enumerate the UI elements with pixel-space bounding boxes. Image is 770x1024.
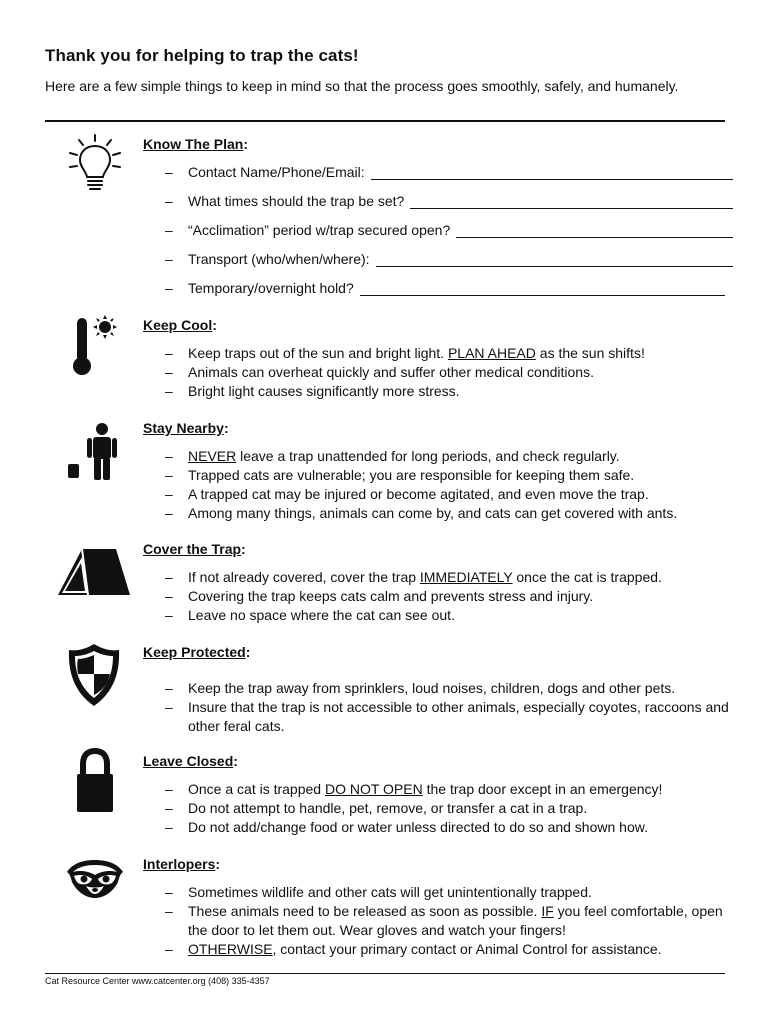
list-item: – What times should the trap be set? [143, 192, 733, 211]
list-item: – Temporary/overnight hold? [143, 279, 733, 298]
list-item: – Bright light causes significantly more stress. [165, 383, 460, 399]
list-item: – “Acclimation” period w/trap secured open? [143, 221, 733, 240]
person-standing-icon [64, 422, 124, 482]
page-title: Thank you for helping to trap the cats! [45, 46, 359, 65]
list-item: – Do not attempt to handle, pet, remove, or transfer a cat in a trap. [165, 800, 588, 816]
list-item: – Keep traps out of the sun and bright light. PLAN AHEAD as the sun shifts! [165, 345, 645, 361]
thermometer-sun-icon [70, 314, 122, 378]
list-item: – If not already covered, cover the trap IMMEDIATELY once the cat is trapped. [165, 569, 662, 585]
intro-text: Here are a few simple things to keep in mind so that the process goes smoothly, safely, and humanely. [45, 78, 679, 94]
list-item: – Once a cat is trapped DO NOT OPEN the trap door except in an emergency! [165, 781, 663, 797]
list-item: – Animals can overheat quickly and suffer other medical conditions. [165, 364, 594, 380]
answer-blank[interactable] [360, 282, 725, 296]
leave-closed-list [143, 780, 733, 837]
stay-nearby-list [143, 447, 733, 523]
list-item: – Transport (who/when/where): [143, 250, 733, 269]
section-heading: Know The Plan: [143, 136, 249, 152]
list-item: – Do not add/change food or water unless directed to do so and shown how. [165, 819, 648, 835]
keep-protected-list [143, 679, 733, 736]
list-item: – Leave no space where the cat can see out. [165, 607, 455, 623]
answer-blank[interactable] [371, 166, 733, 180]
list-item: – OTHERWISE, contact your primary contact or Animal Control for assistance. [165, 941, 662, 957]
interlopers-list [143, 883, 733, 959]
padlock-icon [74, 748, 116, 814]
answer-blank[interactable] [376, 253, 733, 267]
section-heading: Leave Closed: [143, 753, 238, 769]
answer-blank[interactable] [456, 224, 733, 238]
section-heading: Interlopers: [143, 856, 221, 872]
raccoon-icon [64, 856, 126, 900]
list-item: – A trapped cat may be injured or become agitated, and even move the trap. [165, 486, 649, 502]
list-item: – NEVER leave a trap unattended for long periods, and check regularly. [165, 448, 620, 464]
section-heading: Stay Nearby: [143, 420, 229, 436]
list-item: – Covering the trap keeps cats calm and prevents stress and injury. [165, 588, 594, 604]
lightbulb-icon [62, 134, 128, 196]
list-item: – Trapped cats are vulnerable; you are responsible for keeping them safe. [165, 467, 635, 483]
plan-list [143, 163, 733, 308]
footer-text: Cat Resource Center www.catcenter.org (408) 335-4357 [45, 976, 270, 986]
answer-blank[interactable] [410, 195, 733, 209]
section-heading: Keep Cool: [143, 317, 217, 333]
list-item: – These animals need to be released as soon as possible. IF you feel comfortable, open the door to let them out. Wear gloves and watch your fingers! [165, 903, 723, 938]
cover-trap-list [143, 568, 733, 625]
list-item: – Sometimes wildlife and other cats will get unintentionally trapped. [165, 884, 592, 900]
tent-icon [54, 543, 134, 599]
section-heading: Cover the Trap: [143, 541, 246, 557]
bottom-divider [45, 973, 725, 974]
shield-icon [66, 642, 122, 708]
list-item: – Insure that the trap is not accessible to other animals, especially coyotes, raccoons and other feral cats. [165, 699, 729, 734]
section-heading: Keep Protected: [143, 644, 251, 660]
list-item: – Keep the trap away from sprinklers, loud noises, children, dogs and other pets. [165, 680, 676, 696]
list-item: – Contact Name/Phone/Email: [143, 163, 733, 182]
list-item: – Among many things, animals can come by, and cats can get covered with ants. [165, 505, 678, 521]
keep-cool-list [143, 344, 733, 401]
top-divider [45, 120, 725, 122]
